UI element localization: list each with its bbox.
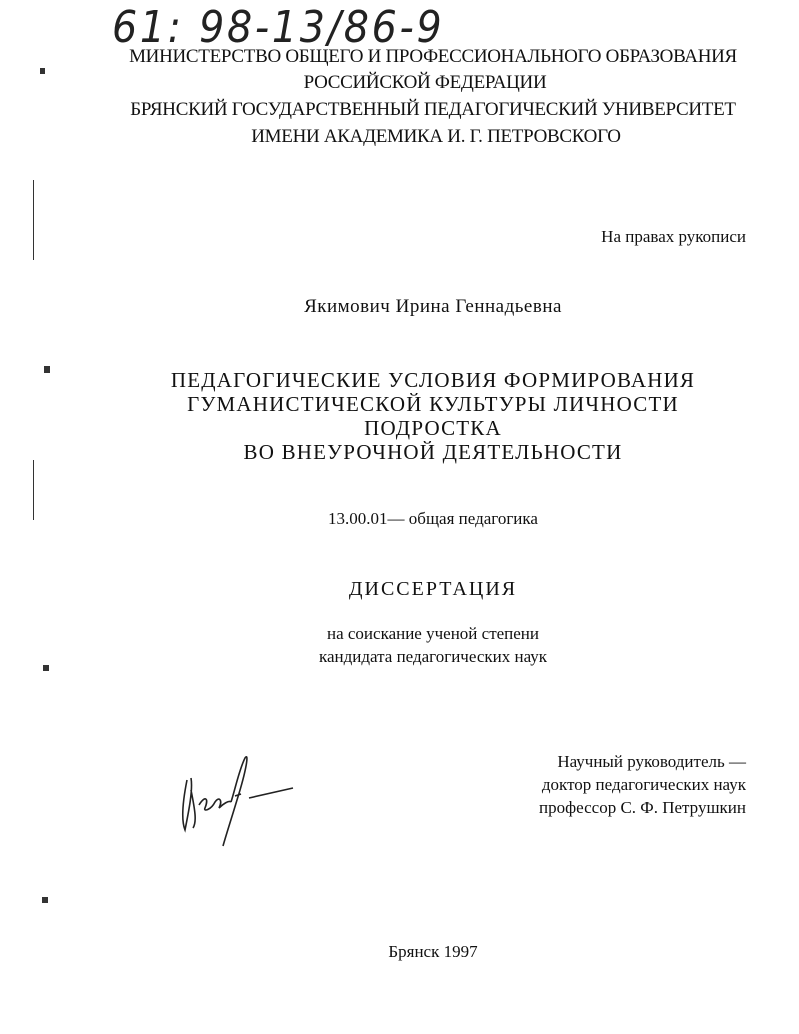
supervisor-line-1: Научный руководитель — — [557, 752, 746, 771]
university-line-2: ИМЕНИ АКАДЕМИКА И. Г. ПЕТРОВСКОГО — [251, 126, 621, 147]
handwritten-archive-number: 61: 98-13/86-9 — [112, 2, 445, 53]
title-line-3: ПОДРОСТКА — [364, 416, 502, 440]
scan-edge-mark — [40, 68, 45, 74]
scan-edge-mark — [44, 366, 50, 373]
signature — [175, 750, 305, 850]
title-line-1: ПЕДАГОГИЧЕСКИЕ УСЛОВИЯ ФОРМИРОВАНИЯ — [170, 368, 696, 392]
degree-line-2: кандидата педагогических наук — [318, 647, 548, 666]
document-type: ДИССЕРТАЦИЯ — [348, 578, 518, 600]
specialty-code: 13.00.01— общая педагогика — [328, 509, 538, 528]
manuscript-note: На правах рукописи — [601, 227, 746, 246]
scan-edge-mark — [42, 897, 48, 903]
title-line-2: ГУМАНИСТИЧЕСКОЙ КУЛЬТУРЫ ЛИЧНОСТИ — [187, 392, 679, 416]
author-name: Якимович Ирина Геннадьевна — [304, 296, 562, 317]
degree-line-1: на соискание ученой степени — [326, 624, 540, 643]
scan-edge-mark — [33, 460, 34, 520]
ministry-line-1: МИНИСТЕРСТВО ОБЩЕГО И ПРОФЕССИОНАЛЬНОГО ОБРАЗОВАНИЯ — [129, 46, 737, 67]
scan-edge-mark — [33, 180, 34, 260]
title-line-4: ВО ВНЕУРОЧНОЙ ДЕЯТЕЛЬНОСТИ — [243, 440, 623, 464]
supervisor-line-3: профессор С. Ф. Петрушкин — [539, 798, 746, 817]
university-line-1: БРЯНСКИЙ ГОСУДАРСТВЕННЫЙ ПЕДАГОГИЧЕСКИЙ УНИВЕРСИТЕТ — [130, 99, 736, 120]
place-and-year: Брянск 1997 — [388, 942, 478, 961]
ministry-line-2: РОССИЙСКОЙ ФЕДЕРАЦИИ — [303, 72, 547, 93]
scan-edge-mark — [43, 665, 49, 671]
supervisor-line-2: доктор педагогических наук — [541, 775, 746, 794]
